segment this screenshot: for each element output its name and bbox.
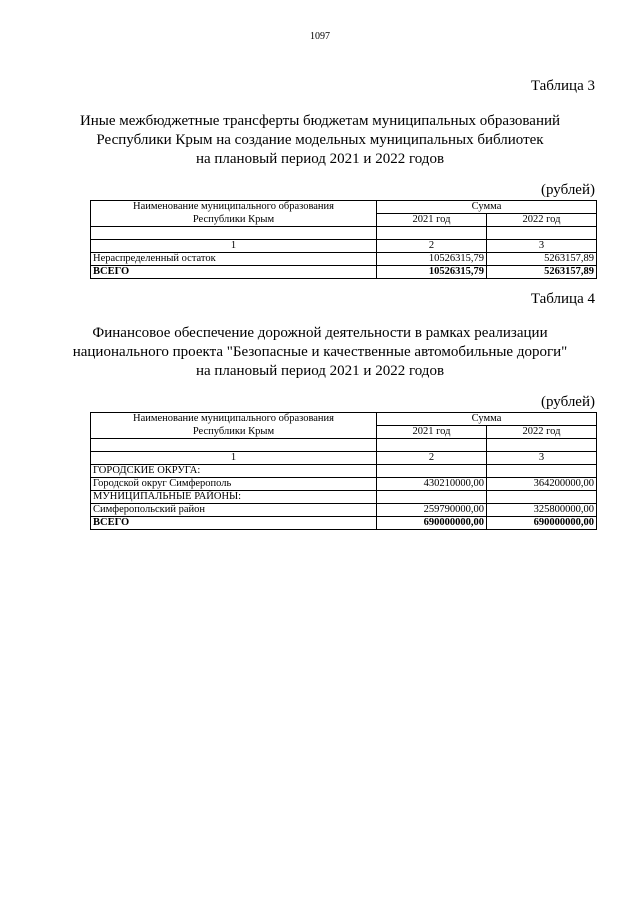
total-row [91,266,597,279]
column-number-2: 2 [377,452,487,465]
column-number-3: 3 [487,452,597,465]
table4-title [60,324,580,381]
total-label: ВСЕГО [91,266,377,279]
header-sum-cell: Сумма [377,201,597,214]
header-name-cell-2: Республики Крым [91,214,377,227]
section-row [91,465,597,478]
row-name: Нераспределенный остаток [91,253,377,266]
table3-title-line: Республики Крым на создание модельных муниципальных библиотек [96,132,544,148]
section-label: МУНИЦИПАЛЬНЫЕ РАЙОНЫ: [91,491,377,504]
header-sum-cell: Сумма [377,413,597,426]
section-row [91,491,597,504]
header-name-cell: Наименование муниципального образования [91,201,377,214]
column-number-1: 1 [91,240,377,253]
table4 [90,412,597,530]
table3-unit: (рублей) [540,182,595,198]
total-value-2021: 10526315,79 [377,266,487,279]
column-number-3: 3 [487,240,597,253]
column-number-1: 1 [91,452,377,465]
row-value-2021: 10526315,79 [377,253,487,266]
row-name: Симферопольский район [91,504,377,517]
table4-title-line: на плановый период 2021 и 2022 годов [195,363,445,379]
table-row [91,504,597,517]
row-name: Городской округ Симферополь [91,478,377,491]
header-name-cell: Наименование муниципального образования [91,413,377,426]
total-value-2021: 690000000,00 [377,517,487,530]
table3-title-line: Иные межбюджетные трансферты бюджетам муниципальных образований [79,113,561,129]
column-number-2: 2 [377,240,487,253]
table3-title [60,112,580,169]
table4-unit: (рублей) [540,394,595,410]
row-value-2022: 5263157,89 [487,253,597,266]
table-row [91,478,597,491]
row-value-2021: 259790000,00 [377,504,487,517]
table4-label: Таблица 4 [530,291,595,307]
total-value-2022: 5263157,89 [487,266,597,279]
row-value-2022: 364200000,00 [487,478,597,491]
page-number: 1097 [310,31,330,42]
table3-label: Таблица 3 [530,78,595,94]
header-name-cell-2: Республики Крым [91,426,377,439]
header-year-2022: 2022 год [487,426,597,439]
section-label: ГОРОДСКИЕ ОКРУГА: [91,465,377,478]
total-label: ВСЕГО [91,517,377,530]
header-year-2021: 2021 год [377,214,487,227]
row-value-2022: 325800000,00 [487,504,597,517]
total-value-2022: 690000000,00 [487,517,597,530]
table-row [91,253,597,266]
table3 [90,200,597,279]
table4-title-line: национального проекта "Безопасные и качественные автомобильные дороги" [72,344,568,360]
table3-title-line: на плановый период 2021 и 2022 годов [195,151,445,167]
header-year-2022: 2022 год [487,214,597,227]
table4-title-line: Финансовое обеспечение дорожной деятельности в рамках реализации [92,325,548,341]
header-year-2021: 2021 год [377,426,487,439]
row-value-2021: 430210000,00 [377,478,487,491]
total-row [91,517,597,530]
